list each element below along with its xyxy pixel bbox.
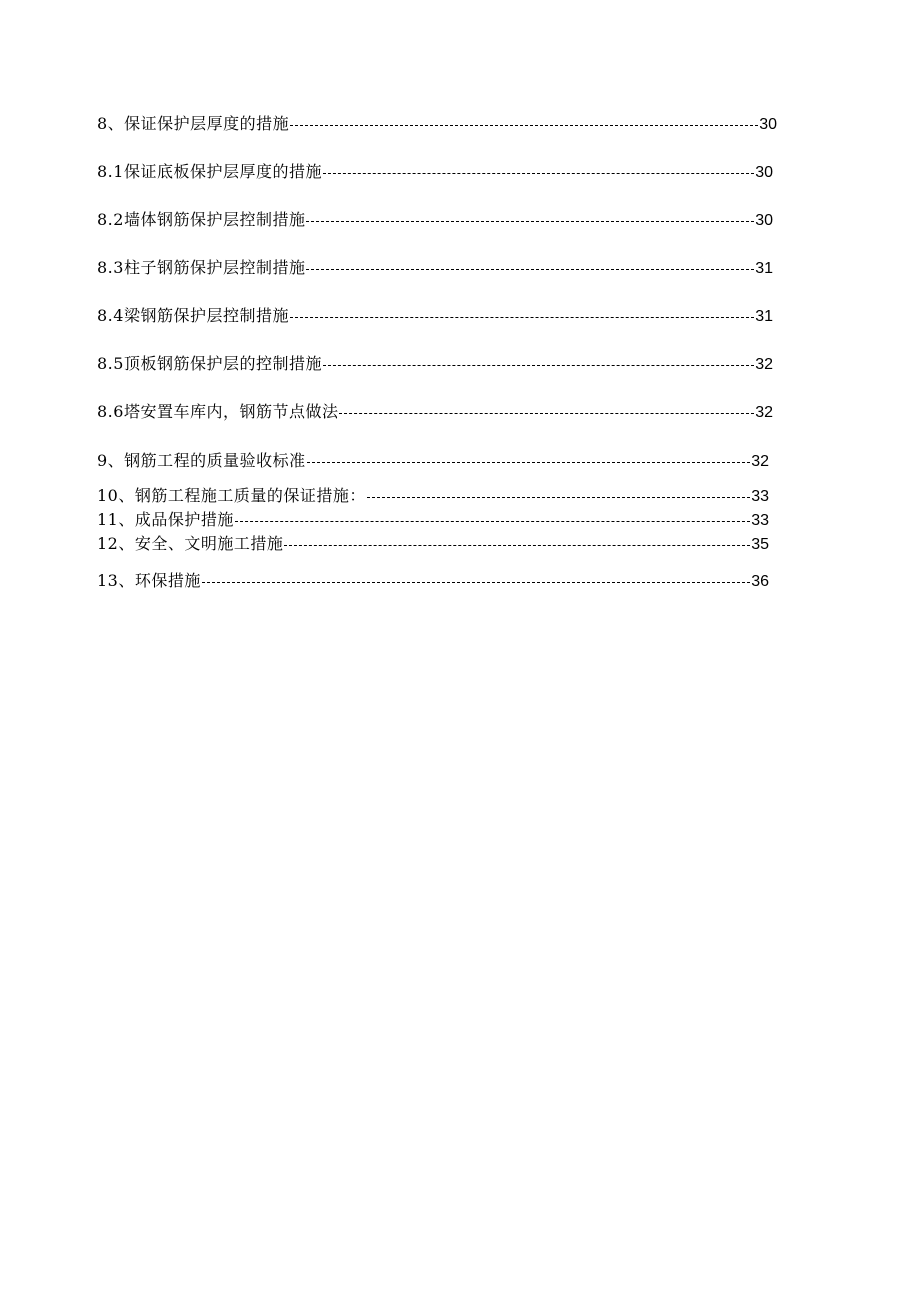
toc-entry-title: 11、成品保护措施 bbox=[97, 510, 234, 529]
toc-entry-page-number: 32 bbox=[755, 356, 773, 373]
toc-entry[interactable] bbox=[97, 534, 769, 554]
toc-entry-page-number: 33 bbox=[751, 512, 769, 529]
toc-entry-title: 8.3柱子钢筋保护层控制措施 bbox=[97, 258, 306, 277]
toc-dot-leader bbox=[323, 172, 754, 174]
toc-entry-page-number: 31 bbox=[755, 260, 773, 277]
toc-dot-leader bbox=[290, 316, 754, 318]
toc-dot-leader bbox=[367, 496, 750, 498]
toc-entry[interactable] bbox=[97, 210, 773, 230]
toc-entry-page-number: 30 bbox=[755, 212, 773, 229]
toc-entry-title: 8.5顶板钢筋保护层的控制措施 bbox=[97, 354, 322, 373]
toc-entry-title: 8.6塔安置车库内，钢筋节点做法 bbox=[97, 402, 339, 421]
toc-entry-page-number: 35 bbox=[751, 536, 769, 553]
toc-dot-leader bbox=[306, 220, 754, 222]
toc-dot-leader bbox=[235, 520, 750, 522]
toc-dot-leader bbox=[290, 124, 758, 126]
toc-entry[interactable] bbox=[97, 486, 769, 506]
toc-entry-title: 13、环保措施 bbox=[97, 571, 201, 590]
toc-entry-page-number: 32 bbox=[751, 453, 769, 470]
toc-entry-page-number: 31 bbox=[755, 308, 773, 325]
toc-entry[interactable] bbox=[97, 354, 773, 374]
toc-entry-page-number: 32 bbox=[755, 404, 773, 421]
toc-entry[interactable] bbox=[97, 258, 773, 278]
toc-dot-leader bbox=[202, 581, 750, 583]
toc-entry[interactable] bbox=[97, 402, 773, 422]
toc-entry-title: 9、钢筋工程的质量验收标准 bbox=[97, 451, 306, 470]
toc-entry-title: 8.2墙体钢筋保护层控制措施 bbox=[97, 210, 306, 229]
toc-entry-title: 8、保证保护层厚度的措施 bbox=[97, 114, 290, 133]
toc-entry-page-number: 33 bbox=[751, 488, 769, 505]
toc-entry[interactable] bbox=[97, 510, 769, 530]
toc-entry[interactable] bbox=[97, 571, 769, 591]
toc-dot-leader bbox=[307, 461, 751, 463]
toc-entry-title: 8.4梁钢筋保护层控制措施 bbox=[97, 306, 289, 325]
toc-entry-page-number: 30 bbox=[755, 164, 773, 181]
toc-entry-title: 8.1保证底板保护层厚度的措施 bbox=[97, 162, 322, 181]
toc-entry[interactable] bbox=[97, 451, 769, 471]
toc-entry-page-number: 36 bbox=[751, 573, 769, 590]
toc-entry[interactable] bbox=[97, 114, 777, 134]
toc-entry[interactable] bbox=[97, 162, 773, 182]
toc-dot-leader bbox=[284, 544, 750, 546]
toc-entry-page-number: 30 bbox=[759, 116, 777, 133]
toc-entry[interactable] bbox=[97, 306, 773, 326]
toc-dot-leader bbox=[306, 268, 754, 270]
toc-entry-title: 12、安全、文明施工措施 bbox=[97, 534, 284, 553]
toc-dot-leader bbox=[323, 364, 754, 366]
toc-dot-leader bbox=[339, 412, 754, 414]
toc-entry-title: 10、钢筋工程施工质量的保证措施： bbox=[97, 486, 366, 505]
